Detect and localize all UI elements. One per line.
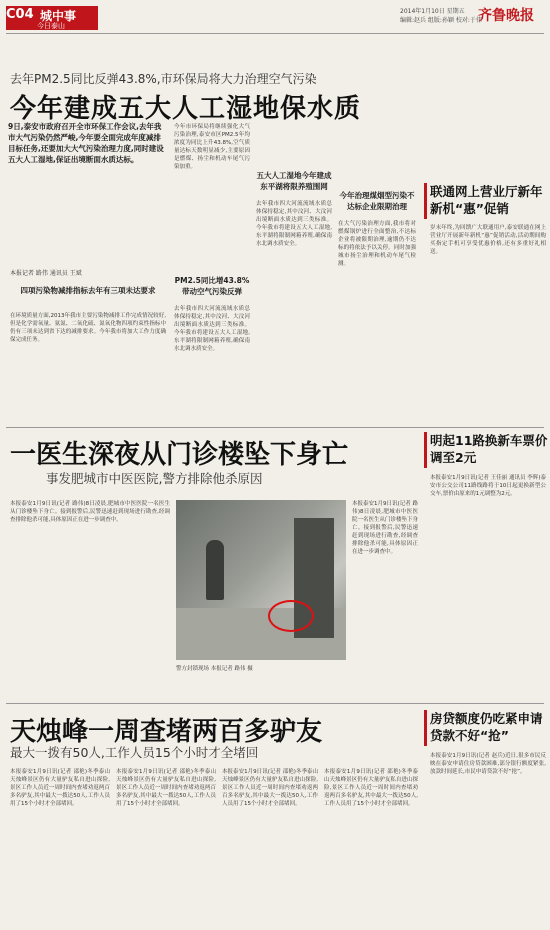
side3-title: 房贷额度仍吃紧申请贷款不好“抢” — [430, 711, 543, 743]
page-number: C04 — [6, 7, 34, 22]
story1-kicker: 去年PM2.5同比反弹43.8%,市环保局将大力治理空气污染 — [10, 72, 317, 86]
story1-subhead-d: 今年治理煤烟型污染不达标企业限期治理 — [339, 191, 415, 211]
side3-accent-bar — [424, 710, 427, 746]
photo-person — [206, 540, 224, 600]
issue-date: 2014年1月10日 星期五 — [400, 8, 465, 15]
story1-headline: 今年建成五大人工湿地保水质 — [10, 94, 362, 124]
side2-accent-bar — [424, 432, 427, 468]
side1-accent-bar — [424, 183, 427, 219]
story1-subhead-b: PM2.5同比增43.8% 带动空气污染反弹 — [174, 276, 250, 296]
section-rule-1 — [6, 427, 544, 428]
story2-deck: 事发肥城市中医医院,警方排除他杀原因 — [46, 471, 263, 486]
side3-body: 本报泰安1月9日讯(记者 赵兵)近日,很多市民反映在泰安申请住房贷款困难,部分银行额度紧张,放款时间延长,市民申请贷款不好“抢”。 — [430, 753, 546, 775]
section-subtitle: 今日泰山 — [37, 22, 65, 30]
story1-col1: 在环境质量方面,2013年我市主要污染物减排工作完成情况较好,但是化学需氧量、氨氮、二氧化硫、氮氧化物四项约束性指标中仍有三项未达到省下达的减排要求。今年我市将加大工作力度确保完成任务。 — [10, 313, 166, 343]
story1-lead: 9日,泰安市政府召开全市环保工作会议,去年我市大气污染仍然严峻,今年要全面完成年度减排目标任务,还要加大大气污染治理力度,同时建设五大人工湿地,保证出境断面水质达标。 — [8, 122, 164, 164]
story2-col1: 本报泰安1月9日讯(记者 路伟)8日凌晨,肥城市中医医院一名医生从门诊楼坠下身亡。接到报警后,民警迅速赶到现场进行勘查,经调查排除他杀可能,具体原因正在进一步调查中。 — [10, 501, 170, 523]
story2-col3: 本报泰安1月9日讯(记者 路伟)8日凌晨,肥城市中医医院一名医生从门诊楼坠下身亡。接到报警后,民警迅速赶到现场进行勘查,经调查排除他杀可能,具体原因正在进一步调查中。 — [352, 501, 418, 555]
story2-headline: 一医生深夜从门诊楼坠下身亡 — [10, 440, 349, 470]
story3-col4: 本报泰安1月9日讯(记者 邵艳)冬季泰山天烛峰景区仍有大量驴友私自进山探险,景区工作人员近一周时间内查堵劝返两百多名驴友,其中最大一拨达50人,工作人员用了15个小时才全部堵回。 — [324, 769, 418, 807]
side2-body: 本报泰安1月9日讯(记者 王佳丽 通讯员 李辉)泰安市公交公司11路线路将于10日起更换新型公交车,票价由原来的1元调整为2元。 — [430, 475, 546, 497]
newspaper-logo: 齐鲁晚报 — [478, 8, 534, 24]
story1-col4: 在大气污染治理方面,我市将对燃煤锅炉进行全面整治,不达标企业将被限期治理,逾期仍不达标的将依法予以关停。同时加强城市扬尘治理和机动车尾气检测。 — [338, 221, 416, 267]
header-rule — [6, 33, 544, 34]
story3-headline: 天烛峰一周查堵两百多驴友 — [10, 717, 323, 747]
story2-photo — [176, 500, 346, 660]
side2-title: 明起11路换新车票价调至2元 — [430, 433, 548, 465]
side1-body: 岁末年终,为回馈广大联通用户,泰安联通在网上营业厅开展新年新机“惠”促销活动,活动期间购买指定手机可享受优惠价格,还有多重好礼相送。 — [430, 225, 546, 255]
story1-subhead-a: 四项污染物减排指标去年有三项未达要求 — [20, 286, 156, 295]
editor-credits: 编辑:赵兵 组版:孙颖 校对:于伟 — [400, 17, 482, 24]
story3-col2: 本报泰安1月9日讯(记者 邵艳)冬季泰山天烛峰景区仍有大量驴友私自进山探险,景区工作人员近一周时间内查堵劝返两百多名驴友,其中最大一拨达50人,工作人员用了15个小时才全部堵回。 — [116, 769, 216, 807]
story1-col2: 今年市环保局将继续强化大气污染治理,泰安市区PM2.5年均浓度为同比上升43.8%,空气质量达标天数明显减少,主要原因是燃煤、扬尘和机动车尾气污染加重。 — [174, 124, 250, 170]
story2-photo-caption: 警方封锁现场 本报记者 路伟 摄 — [176, 666, 253, 672]
page-header — [0, 0, 550, 34]
story1-byline: 本报记者 路伟 通讯员 王斌 — [10, 270, 82, 277]
story1-col3: 去年我市四大河流流域水质总体保持稳定,其中汶河、大汶河出境断面水质达到三类标准。今年我市将建设五大人工湿地,东平湖将限制网箱养殖,确保南水北调水质安全。 — [256, 201, 332, 247]
photo-highlight-circle — [268, 600, 314, 632]
story1-col2b: 去年我市四大河流流域水质总体保持稳定,其中汶河、大汶河出境断面水质达到三类标准。今年我市将建设五大人工湿地,东平湖将限制网箱养殖,确保南水北调水质安全。 — [174, 306, 250, 352]
story3-col3: 本报泰安1月9日讯(记者 邵艳)冬季泰山天烛峰景区仍有大量驴友私自进山探险,景区工作人员近一周时间内查堵劝返两百多名驴友,其中最大一拨达50人,工作人员用了15个小时才全部堵回。 — [222, 769, 318, 807]
story3-deck: 最大一拨有50人,工作人员15个小时才全堵回 — [10, 745, 259, 760]
section-rule-2 — [6, 703, 544, 704]
side1-title: 联通网上营业厅新年新机“惠”促销 — [430, 184, 543, 216]
story3-col1: 本报泰安1月9日讯(记者 邵艳)冬季泰山天烛峰景区仍有大量驴友私自进山探险,景区工作人员近一周时间内查堵劝返两百多名驴友,其中最大一拨达50人,工作人员用了15个小时才全部堵回。 — [10, 769, 110, 807]
story1-subhead-c: 五大人工湿地今年建成东平湖将限养殖围网 — [256, 171, 332, 191]
section-title: 城中事 — [40, 9, 77, 23]
